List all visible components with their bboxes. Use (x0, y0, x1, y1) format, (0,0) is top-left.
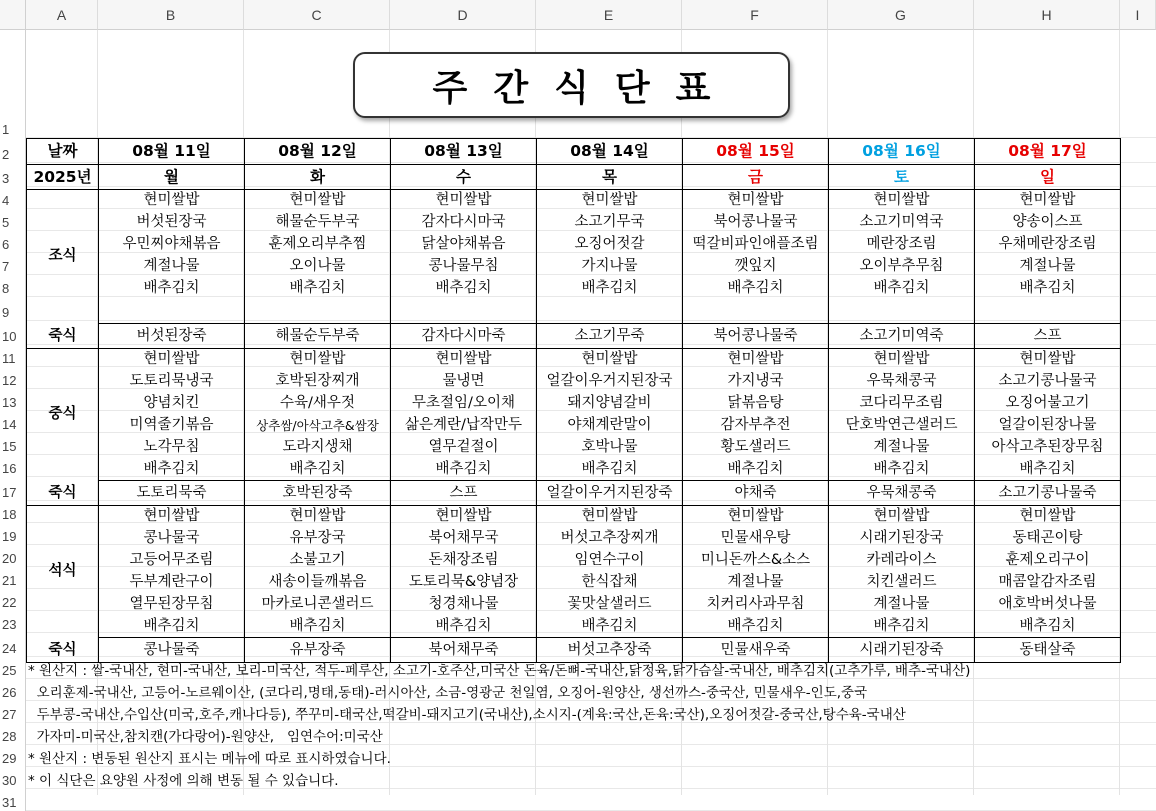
row-header[interactable]: 7 (0, 253, 26, 275)
note-line[interactable]: * 원산지 : 쌀-국내산, 현미-국내산, 보리-미국산, 적두-페루산, 소고기-호주산,미국산 돈육/돈뼈-국내산,닭정육,닭가슴살-국내산, 배추김치(고추가루, 배추-국내산) (28, 663, 971, 679)
menu-cell[interactable]: 마카로니콘샐러드 (245, 594, 391, 616)
menu-cell[interactable]: 북어채무죽 (391, 638, 537, 663)
menu-cell[interactable]: 도토리묵냉국 (99, 371, 245, 393)
menu-cell[interactable]: 호박된장찌개 (245, 371, 391, 393)
menu-row (27, 234, 1121, 256)
row-header[interactable]: 19 (0, 523, 26, 545)
menu-cell[interactable]: 무초절임/오이채 (391, 393, 537, 415)
menu-cell[interactable]: 양념치킨 (99, 393, 245, 415)
menu-cell[interactable]: 북어콩나물죽 (683, 324, 829, 349)
porridge-label[interactable]: 죽식 (27, 638, 99, 663)
menu-cell[interactable]: 배추김치 (975, 278, 1121, 300)
row-header[interactable]: 27 (0, 701, 26, 723)
day-cell[interactable]: 토 (829, 165, 975, 190)
menu-cell[interactable]: 배추김치 (683, 459, 829, 481)
porridge-row (27, 481, 1121, 506)
select-all-corner[interactable] (0, 0, 26, 30)
menu-cell[interactable]: 배추김치 (829, 459, 975, 481)
menu-cell[interactable]: 동태살죽 (975, 638, 1121, 663)
menu-cell[interactable]: 노각무침 (99, 437, 245, 459)
menu-cell[interactable]: 현미쌀밥 (391, 349, 537, 371)
menu-cell[interactable] (683, 300, 829, 324)
menu-cell[interactable]: 현미쌀밥 (99, 349, 245, 371)
row-header[interactable]: 5 (0, 209, 26, 231)
note-line[interactable]: 오리훈제-국내산, 고등어-노르웨이산, (코다리,명태,동태)-러시아산, 소금-영광군 천일염, 오징어-원양산, 생선까스-중국산, 민물새우-인도,중국 (28, 685, 868, 701)
menu-cell[interactable]: 해물순두부국 (245, 212, 391, 234)
menu-cell[interactable]: 새송이들깨볶음 (245, 572, 391, 594)
row-header[interactable]: 8 (0, 275, 26, 297)
date-label[interactable]: 날짜 (27, 139, 99, 165)
menu-cell[interactable]: 버섯고추장죽 (537, 638, 683, 663)
row-header[interactable]: 15 (0, 433, 26, 455)
column-header[interactable]: D (390, 0, 536, 30)
menu-cell[interactable]: 북어채무국 (391, 528, 537, 550)
note-line[interactable]: * 이 식단은 요양원 사정에 의해 변동 될 수 있습니다. (28, 773, 339, 789)
menu-row (27, 437, 1121, 459)
menu-cell[interactable]: 도토리묵죽 (99, 481, 245, 506)
menu-cell[interactable]: 단호박연근샐러드 (829, 415, 975, 437)
menu-cell[interactable] (537, 300, 683, 324)
menu-cell[interactable]: 배추김치 (99, 278, 245, 300)
row-header[interactable]: 14 (0, 411, 26, 433)
menu-cell[interactable]: 감자다시마죽 (391, 324, 537, 349)
menu-cell[interactable]: 애호박버섯나물 (975, 594, 1121, 616)
menu-cell[interactable]: 현미쌀밥 (683, 506, 829, 528)
menu-cell[interactable]: 콩나물죽 (99, 638, 245, 663)
menu-cell[interactable]: 소고기무죽 (537, 324, 683, 349)
menu-row (27, 415, 1121, 437)
row-header[interactable]: 18 (0, 501, 26, 523)
menu-cell[interactable]: 우묵채콩죽 (829, 481, 975, 506)
menu-cell[interactable]: 현미쌀밥 (537, 190, 683, 212)
day-cell[interactable]: 화 (245, 165, 391, 190)
menu-cell[interactable]: 양송이스프 (975, 212, 1121, 234)
row-header[interactable]: 26 (0, 679, 26, 701)
menu-cell[interactable]: 배추김치 (99, 459, 245, 481)
menu-cell[interactable]: 가지냉국 (683, 371, 829, 393)
menu-cell[interactable]: 치킨샐러드 (829, 572, 975, 594)
porridge-row (27, 324, 1121, 349)
menu-cell[interactable]: 훈제오리구이 (975, 550, 1121, 572)
menu-cell[interactable]: 가지나물 (537, 256, 683, 278)
row-header[interactable]: 25 (0, 657, 26, 679)
menu-cell[interactable]: 도라지생채 (245, 437, 391, 459)
menu-cell[interactable]: 고등어무조림 (99, 550, 245, 572)
menu-cell[interactable]: 오이부추무침 (829, 256, 975, 278)
menu-cell[interactable]: 도토리묵&양념장 (391, 572, 537, 594)
porridge-label[interactable]: 죽식 (27, 324, 99, 349)
menu-cell[interactable]: 소고기미역죽 (829, 324, 975, 349)
menu-cell[interactable]: 배추김치 (245, 616, 391, 638)
menu-cell[interactable]: 물냉면 (391, 371, 537, 393)
date-row (27, 139, 1121, 165)
menu-cell[interactable]: 소고기무국 (537, 212, 683, 234)
menu-cell[interactable]: 오이나물 (245, 256, 391, 278)
menu-cell[interactable]: 동태곤이탕 (975, 528, 1121, 550)
row-header[interactable]: 17 (0, 477, 26, 501)
menu-cell[interactable]: 치커리사과무침 (683, 594, 829, 616)
menu-cell[interactable]: 현미쌀밥 (683, 190, 829, 212)
note-line[interactable]: 두부콩-국내산,수입산(미국,호주,캐나다등), 쭈꾸미-태국산,떡갈비-돼지고기(국내산),소시지-(계육:국산,돈육:국산),오징어젓갈-중국산,탕수육-국내산 (28, 707, 906, 723)
menu-cell[interactable]: 감자다시마국 (391, 212, 537, 234)
row-header[interactable]: 23 (0, 611, 26, 633)
menu-row (27, 349, 1121, 371)
menu-cell[interactable]: 계절나물 (829, 594, 975, 616)
column-header[interactable]: A (26, 0, 98, 30)
menu-cell[interactable]: 소불고기 (245, 550, 391, 572)
blank-row (27, 300, 1121, 324)
date-cell[interactable]: 08월 17일 (975, 139, 1121, 165)
row-header[interactable]: 12 (0, 367, 26, 389)
row-header[interactable]: 31 (0, 789, 26, 811)
menu-cell[interactable]: 열무된장무침 (99, 594, 245, 616)
day-cell[interactable]: 일 (975, 165, 1121, 190)
row-header[interactable]: 10 (0, 321, 26, 345)
menu-cell[interactable]: 배추김치 (391, 616, 537, 638)
menu-cell[interactable]: 배추김치 (537, 278, 683, 300)
menu-row (27, 594, 1121, 616)
menu-cell[interactable]: 유부장국 (245, 528, 391, 550)
row-header[interactable]: 9 (0, 297, 26, 321)
weekly-menu-table (26, 138, 1121, 663)
row-header[interactable]: 16 (0, 455, 26, 477)
menu-cell[interactable]: 떡갈비파인애플조림 (683, 234, 829, 256)
menu-row (27, 528, 1121, 550)
menu-cell[interactable]: 미역줄기볶음 (99, 415, 245, 437)
menu-cell[interactable]: 계절나물 (829, 437, 975, 459)
date-cell[interactable]: 08월 16일 (829, 139, 975, 165)
row-header[interactable]: 6 (0, 231, 26, 253)
menu-cell[interactable]: 현미쌀밥 (245, 190, 391, 212)
menu-cell[interactable]: 수육/새우젓 (245, 393, 391, 415)
menu-cell[interactable]: 현미쌀밥 (683, 349, 829, 371)
menu-cell[interactable]: 닭볶음탕 (683, 393, 829, 415)
menu-cell[interactable]: 버섯고추장찌개 (537, 528, 683, 550)
day-cell[interactable]: 목 (537, 165, 683, 190)
menu-cell[interactable]: 북어콩나물국 (683, 212, 829, 234)
day-cell[interactable]: 수 (391, 165, 537, 190)
porridge-label[interactable]: 죽식 (27, 481, 99, 506)
menu-row (27, 212, 1121, 234)
note-line[interactable]: 가자미-미국산,참치캔(가다랑어)-원양산, 임연수어:미국산 (28, 729, 383, 745)
menu-cell[interactable]: 버섯된장죽 (99, 324, 245, 349)
day-cell[interactable]: 월 (99, 165, 245, 190)
menu-cell[interactable]: 현미쌀밥 (537, 349, 683, 371)
menu-cell[interactable]: 야채계란말이 (537, 415, 683, 437)
menu-cell[interactable]: 호박나물 (537, 437, 683, 459)
menu-cell[interactable]: 닭살야채볶음 (391, 234, 537, 256)
menu-cell[interactable]: 시래기된장국 (829, 528, 975, 550)
meal-label[interactable]: 석식 (27, 506, 99, 638)
menu-cell[interactable]: 소고기미역국 (829, 212, 975, 234)
menu-cell[interactable]: 얼갈이우거지된장죽 (537, 481, 683, 506)
menu-cell[interactable]: 한식잡채 (537, 572, 683, 594)
menu-cell[interactable]: 호박된장죽 (245, 481, 391, 506)
day-cell[interactable]: 금 (683, 165, 829, 190)
column-header[interactable]: I (1120, 0, 1156, 30)
menu-cell[interactable]: 미니돈까스&소스 (683, 550, 829, 572)
menu-cell[interactable]: 현미쌀밥 (245, 506, 391, 528)
menu-cell[interactable]: 현미쌀밥 (975, 190, 1121, 212)
menu-cell[interactable]: 배추김치 (391, 278, 537, 300)
menu-cell[interactable]: 배추김치 (975, 616, 1121, 638)
column-header[interactable]: G (828, 0, 974, 30)
menu-cell[interactable]: 임연수구이 (537, 550, 683, 572)
row-header[interactable]: 2 (0, 138, 26, 163)
menu-cell[interactable]: 돼지양념갈비 (537, 393, 683, 415)
menu-row (27, 616, 1121, 638)
sheet-title: 주간식단표 (432, 67, 737, 109)
menu-cell[interactable]: 꽃맛살샐러드 (537, 594, 683, 616)
menu-cell[interactable]: 배추김치 (245, 459, 391, 481)
row-header[interactable]: 29 (0, 745, 26, 767)
menu-cell[interactable] (99, 300, 245, 324)
row-header[interactable]: 21 (0, 567, 26, 589)
note-line[interactable]: * 원산지 : 변동된 원산지 표시는 메뉴에 따로 표시하였습니다. (28, 751, 391, 767)
menu-cell[interactable]: 배추김치 (537, 616, 683, 638)
row-header[interactable]: 22 (0, 589, 26, 611)
menu-cell[interactable]: 스프 (975, 324, 1121, 349)
date-cell[interactable]: 08월 11일 (99, 139, 245, 165)
menu-cell[interactable]: 현미쌀밥 (975, 506, 1121, 528)
row-header[interactable]: 3 (0, 163, 26, 187)
menu-cell[interactable]: 콩나물무침 (391, 256, 537, 278)
menu-cell[interactable]: 오징어불고기 (975, 393, 1121, 415)
menu-row (27, 256, 1121, 278)
menu-cell[interactable]: 계절나물 (975, 256, 1121, 278)
menu-cell[interactable]: 현미쌀밥 (537, 506, 683, 528)
menu-cell[interactable] (975, 300, 1121, 324)
column-header[interactable]: E (536, 0, 682, 30)
menu-cell[interactable]: 유부장죽 (245, 638, 391, 663)
menu-cell[interactable]: 우채메란장조림 (975, 234, 1121, 256)
row-header[interactable]: 24 (0, 633, 26, 657)
menu-cell[interactable]: 배추김치 (683, 616, 829, 638)
menu-cell[interactable]: 현미쌀밥 (391, 190, 537, 212)
menu-row (27, 459, 1121, 481)
menu-row (27, 572, 1121, 594)
menu-row (27, 506, 1121, 528)
menu-cell[interactable]: 아삭고추된장무침 (975, 437, 1121, 459)
menu-cell[interactable]: 계절나물 (99, 256, 245, 278)
year-label[interactable]: 2025년 (27, 165, 99, 190)
column-header[interactable]: B (98, 0, 244, 30)
menu-cell[interactable]: 우민찌야채볶음 (99, 234, 245, 256)
date-cell[interactable]: 08월 14일 (537, 139, 683, 165)
date-cell[interactable]: 08월 15일 (683, 139, 829, 165)
menu-row (27, 393, 1121, 415)
menu-row (27, 371, 1121, 393)
menu-cell[interactable]: 돈채장조림 (391, 550, 537, 572)
menu-cell[interactable]: 현미쌀밥 (99, 190, 245, 212)
menu-cell[interactable] (829, 300, 975, 324)
menu-cell[interactable]: 민물새우탕 (683, 528, 829, 550)
menu-cell[interactable] (245, 300, 391, 324)
menu-cell[interactable]: 배추김치 (683, 278, 829, 300)
menu-cell[interactable]: 소고기콩나물국 (975, 371, 1121, 393)
meal-label[interactable]: 중식 (27, 349, 99, 481)
column-header[interactable]: F (682, 0, 828, 30)
menu-cell[interactable]: 야채죽 (683, 481, 829, 506)
menu-cell[interactable]: 현미쌀밥 (99, 506, 245, 528)
menu-cell[interactable]: 코다리무조림 (829, 393, 975, 415)
column-header[interactable]: C (244, 0, 390, 30)
menu-cell[interactable]: 민물새우죽 (683, 638, 829, 663)
menu-cell[interactable]: 오징어젓갈 (537, 234, 683, 256)
menu-cell[interactable]: 청경채나물 (391, 594, 537, 616)
menu-cell[interactable]: 삶은계란/납작만두 (391, 415, 537, 437)
menu-cell[interactable]: 배추김치 (537, 459, 683, 481)
menu-cell[interactable]: 두부계란구이 (99, 572, 245, 594)
title-box[interactable] (353, 52, 790, 118)
menu-cell[interactable]: 깻잎지 (683, 256, 829, 278)
menu-cell[interactable]: 배추김치 (829, 616, 975, 638)
meal-label[interactable]: 조식 (27, 190, 99, 324)
date-cell[interactable]: 08월 12일 (245, 139, 391, 165)
menu-cell[interactable]: 메란장조림 (829, 234, 975, 256)
menu-cell[interactable]: 우묵채콩국 (829, 371, 975, 393)
row-header[interactable]: 20 (0, 545, 26, 567)
menu-cell[interactable]: 배추김치 (99, 616, 245, 638)
row-header[interactable]: 30 (0, 767, 26, 789)
menu-cell[interactable]: 배추김치 (391, 459, 537, 481)
date-cell[interactable]: 08월 13일 (391, 139, 537, 165)
menu-cell[interactable]: 현미쌀밥 (975, 349, 1121, 371)
menu-row (27, 190, 1121, 212)
column-header[interactable]: H (974, 0, 1120, 30)
menu-row (27, 278, 1121, 300)
menu-cell[interactable]: 얼갈이된장나물 (975, 415, 1121, 437)
menu-cell[interactable]: 카레라이스 (829, 550, 975, 572)
menu-cell[interactable]: 콩나물국 (99, 528, 245, 550)
menu-cell[interactable]: 버섯된장국 (99, 212, 245, 234)
menu-cell[interactable]: 현미쌀밥 (829, 506, 975, 528)
menu-cell[interactable]: 시래기된장죽 (829, 638, 975, 663)
menu-cell[interactable]: 열무겉절이 (391, 437, 537, 459)
menu-cell[interactable]: 현미쌀밥 (391, 506, 537, 528)
menu-cell[interactable] (391, 300, 537, 324)
menu-cell[interactable]: 황도샐러드 (683, 437, 829, 459)
menu-cell[interactable]: 상추쌈/아삭고추&쌈장 (245, 415, 391, 437)
menu-cell[interactable]: 스프 (391, 481, 537, 506)
menu-cell[interactable]: 현미쌀밥 (829, 190, 975, 212)
row-header[interactable]: 11 (0, 345, 26, 367)
menu-cell[interactable]: 계절나물 (683, 572, 829, 594)
menu-row (27, 550, 1121, 572)
menu-cell[interactable]: 배추김치 (829, 278, 975, 300)
menu-cell[interactable]: 해물순두부죽 (245, 324, 391, 349)
menu-cell[interactable]: 매콤알감자조림 (975, 572, 1121, 594)
row-header[interactable]: 4 (0, 187, 26, 209)
menu-cell[interactable]: 배추김치 (245, 278, 391, 300)
menu-cell[interactable]: 훈제오리부추찜 (245, 234, 391, 256)
menu-cell[interactable]: 현미쌀밥 (829, 349, 975, 371)
menu-cell[interactable]: 얼갈이우거지된장국 (537, 371, 683, 393)
row-header[interactable]: 28 (0, 723, 26, 745)
row-header[interactable]: 1 (0, 30, 26, 138)
menu-cell[interactable]: 감자부추전 (683, 415, 829, 437)
menu-cell[interactable]: 현미쌀밥 (245, 349, 391, 371)
row-header[interactable]: 13 (0, 389, 26, 411)
day-row (27, 165, 1121, 190)
menu-cell[interactable]: 소고기콩나물죽 (975, 481, 1121, 506)
menu-cell[interactable]: 배추김치 (975, 459, 1121, 481)
